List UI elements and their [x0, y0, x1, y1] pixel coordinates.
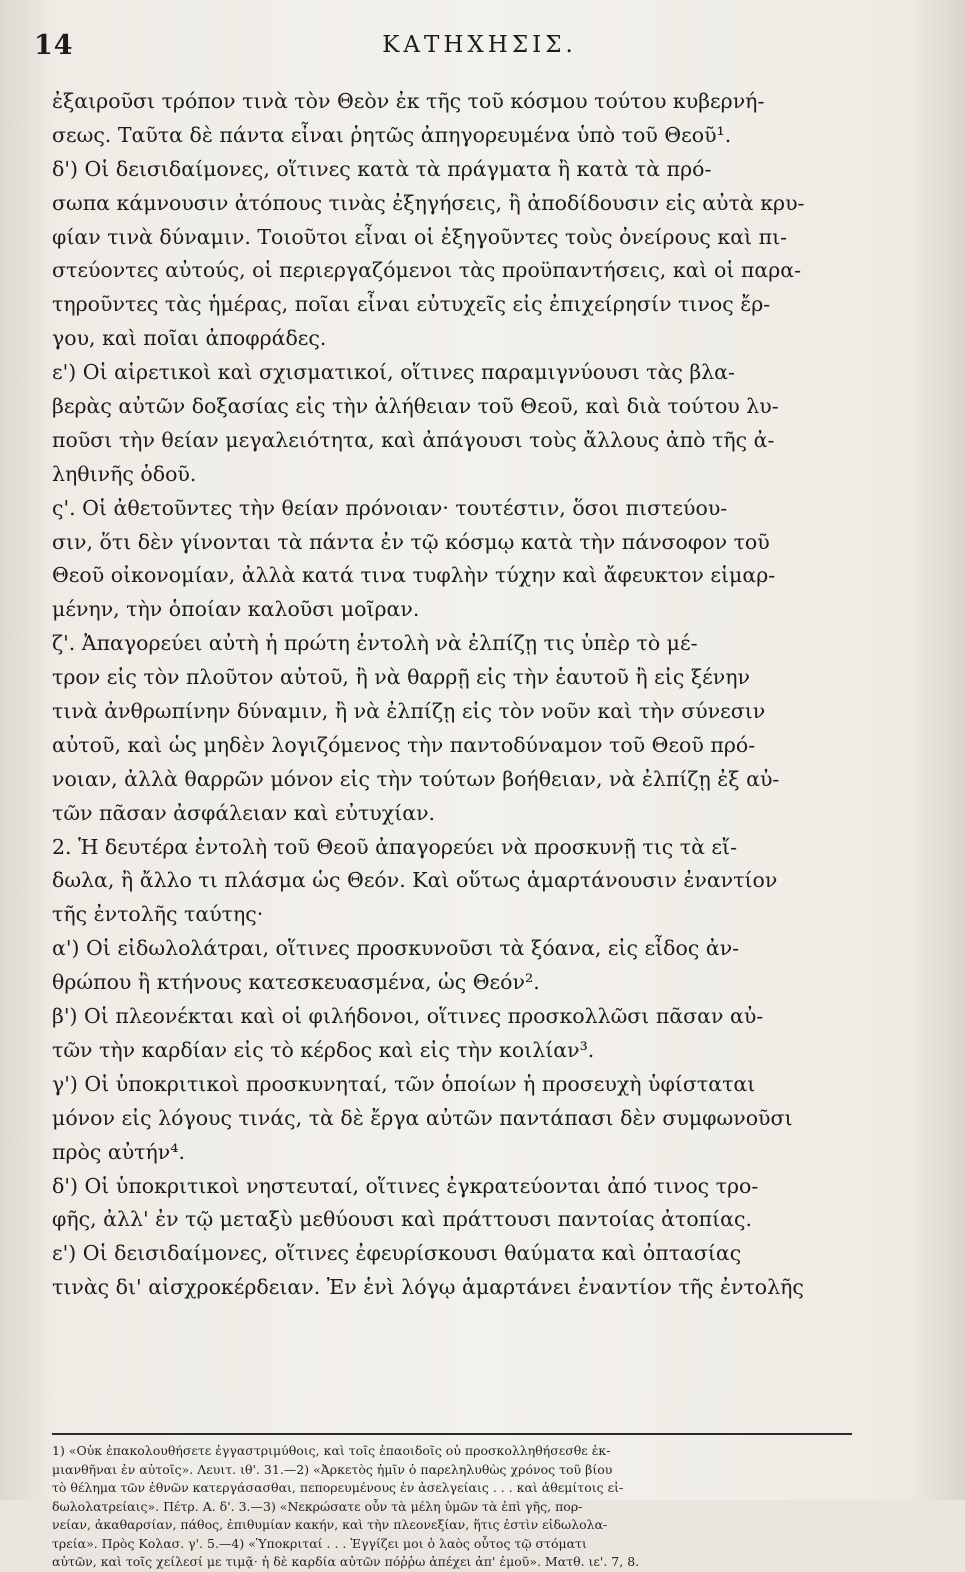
text-line: θρώπου ἢ κτήνους κατεσκευασμένα, ὡς Θεόν².	[52, 970, 540, 995]
text-line: β') Οἱ πλεονέκται καὶ οἱ φιλήδονοι, οἵτινες προσκολλῶσι πᾶσαν αὐ-	[52, 1004, 764, 1029]
text-line: σεως. Ταῦτα δὲ πάντα εἶναι ῥητῶς ἀπηγορευμένα ὑπὸ τοῦ Θεοῦ¹.	[52, 122, 732, 147]
text-line: ἐξαιροῦσι τρόπον τινὰ τὸν Θεὸν ἐκ τῆς τοῦ κόσμου τούτου κυβερνή-	[52, 89, 765, 113]
text-line: τρον εἰς τὸν πλοῦτον αὐτοῦ, ἢ νὰ θαρρῇ εἰς τὴν ἑαυτοῦ ἢ εἰς ξένην	[52, 665, 750, 690]
footnote-line: 1) «Οὐκ ἐπακολουθήσετε ἐγγαστριμύθοις, καὶ τοῖς ἐπαοιδοῖς οὐ προσκολληθήσεσθε ἐκ-	[52, 1443, 611, 1458]
text-line: βερὰς αὐτῶν δοξασίας εἰς τὴν ἀλήθειαν τοῦ Θεοῦ, καὶ διὰ τούτου λυ-	[52, 394, 779, 419]
text-line: τινὰς δι' αἰσχροκέρδειαν. Ἐν ἑνὶ λόγῳ ἁμαρτάνει ἐναντίον τῆς ἐντολῆς	[52, 1275, 804, 1300]
text-line: ε') Οἱ αἱρετικοὶ καὶ σχισματικοί, οἵτινες παραμιγνύουσι τὰς βλα-	[52, 360, 735, 385]
footnote-line: τρεία». Πρὸς Κολασ. γ'. 5.—4) «Ὑποκριταί . . . Ἐγγίζει μοι ὁ λαὸς οὗτος τῷ στόματι	[52, 1535, 587, 1551]
text-line: τῆς ἐντολῆς ταύτης·	[52, 902, 264, 927]
text-line: τῶν τὴν καρδίαν εἰς τὸ κέρδος καὶ εἰς τὴν κοιλίαν³.	[52, 1037, 595, 1062]
text-line: στεύοντες αὐτούς, οἱ περιεργαζόμενοι τὰς προϋπαντήσεις, καὶ οἱ παρα-	[52, 258, 802, 283]
text-line: πρὸς αὐτήν⁴.	[52, 1139, 185, 1164]
footnote-divider	[52, 1433, 852, 1435]
page-header	[34, 30, 925, 70]
text-line: αὐτοῦ, καὶ ὡς μηδὲν λογιζόμενος τὴν παντοδύναμον τοῦ Θεοῦ πρό-	[52, 732, 756, 757]
footnote-line: μιανθῆναι ἐν αὐτοῖς». Λευιτ. ιθ'. 31.—2) «Ἀρκετὸς ἡμῖν ὁ παρεληλυθὼς χρόνος τοῦ βίου	[52, 1461, 613, 1477]
text-line: σωπα κάμνουσιν ἀτόπους τινὰς ἐξηγήσεις, ἢ ἀποδίδουσιν εἰς αὐτὰ κρυ-	[52, 190, 805, 215]
text-line: ποῦσι τὴν θείαν μεγαλειότητα, καὶ ἀπάγουσι τοὺς ἄλλους ἀπὸ τῆς ἀ-	[52, 427, 775, 452]
text-line: 2. Ἡ δευτέρα ἐντολὴ τοῦ Θεοῦ ἀπαγορεύει νὰ προσκυνῇ τις τὰ εἴ-	[52, 834, 738, 859]
main-text	[52, 85, 852, 1305]
text-line: ς'. Οἱ ἀθετοῦντες τὴν θείαν πρόνοιαν· τουτέστιν, ὅσοι πιστεύου-	[52, 495, 728, 520]
text-line: σιν, ὅτι δὲν γίνονται τὰ πάντα ἐν τῷ κόσμῳ κατὰ τὴν πάνσοφον τοῦ	[52, 529, 770, 554]
footnote-line: δωλολατρείαις». Πέτρ. Α. δ'. 3.—3) «Νεκρώσατε οὖν τὰ μέλη ὑμῶν τὰ ἐπὶ γῆς, πορ-	[52, 1498, 583, 1514]
footnote-line: τὸ θέλημα τῶν ἐθνῶν κατεργάσασθαι, πεπορευμένους ἐν ἀσελγείαις . . . καὶ ἀθεμίτοις εἰ-	[52, 1480, 624, 1495]
text-line: φίαν τινὰ δύναμιν. Τοιοῦτοι εἶναι οἱ ἐξηγοῦντες τοὺς ὀνείρους καὶ πι-	[52, 224, 788, 249]
text-line: μένην, τὴν ὁποίαν καλοῦσι μοῖραν.	[52, 597, 420, 622]
text-line: τηροῦντες τὰς ἡμέρας, ποῖαι εἶναι εὐτυχεῖς εἰς ἐπιχείρησίν τινος ἔρ-	[52, 292, 771, 317]
footnote-line: νείαν, ἀκαθαρσίαν, πάθος, ἐπιθυμίαν κακήν, καὶ τὴν πλεονεξίαν, ἥτις ἐστὶν εἰδωλολα-	[52, 1517, 608, 1532]
text-line: τινὰ ἀνθρωπίνην δύναμιν, ἢ νὰ ἐλπίζῃ εἰς τὸν νοῦν καὶ τὴν σύνεσιν	[52, 699, 766, 724]
footnote-line: αὐτῶν, καὶ τοῖς χείλεσί με τιμᾷ· ἡ δὲ καρδία αὐτῶν πόῤῥω ἀπέχει ἀπ' ἐμοῦ». Ματθ. ιε'. 7, 8.	[52, 1554, 640, 1569]
text-line: γ') Οἱ ὑποκριτικοὶ προσκυνηταί, τῶν ὁποίων ἡ προσευχὴ ὑφίσταται	[52, 1071, 756, 1096]
text-line: τῶν πᾶσαν ἀσφάλειαν καὶ εὐτυχίαν.	[52, 800, 436, 825]
text-line: γου, καὶ ποῖαι ἀποφράδες.	[52, 326, 327, 351]
text-line: ληθινῆς ὁδοῦ.	[52, 461, 197, 486]
text-line: μόνον εἰς λόγους τινάς, τὰ δὲ ἔργα αὐτῶν παντάπασι δὲν συμφωνοῦσι	[52, 1105, 793, 1130]
text-line: δ') Οἱ δεισιδαίμονες, οἵτινες κατὰ τὰ πράγματα ἢ κατὰ τὰ πρό-	[52, 156, 712, 181]
footnotes	[52, 1442, 852, 1572]
text-line: ζ'. Ἀπαγορεύει αὐτὴ ἡ πρώτη ἐντολὴ νὰ ἐλπίζῃ τις ὑπὲρ τὸ μέ-	[52, 631, 698, 656]
text-line: δ') Οἱ ὑποκριτικοὶ νηστευταί, οἵτινες ἐγκρατεύονται ἀπό τινος τρο-	[52, 1173, 759, 1198]
text-line: νοιαν, ἀλλὰ θαρρῶν μόνον εἰς τὴν τούτων βοήθειαν, νὰ ἐλπίζῃ ἐξ αὐ-	[52, 766, 780, 791]
text-line: Θεοῦ οἰκονομίαν, ἀλλὰ κατά τινα τυφλὴν τύχην καὶ ἄφευκτον εἱμαρ-	[52, 563, 776, 588]
page-number: 14	[34, 30, 74, 61]
text-line: φῆς, ἀλλ' ἐν τῷ μεταξὺ μεθύουσι καὶ πράττουσι παντοίας ἀτοπίας.	[52, 1207, 753, 1232]
running-title: ΚΑΤΗΧΗΣΙΣ.	[382, 32, 577, 58]
text-line: δωλα, ἢ ἄλλο τι πλάσμα ὡς Θεόν. Καὶ οὕτως ἁμαρτάνουσιν ἐναντίον	[52, 868, 778, 893]
text-line: α') Οἱ εἰδωλολάτραι, οἵτινες προσκυνοῦσι τὰ ξόανα, εἰς εἶδος ἀν-	[52, 936, 740, 961]
text-line: ε') Οἱ δεισιδαίμονες, οἵτινες ἐφευρίσκουσι θαύματα καὶ ὀπτασίας	[52, 1241, 742, 1266]
